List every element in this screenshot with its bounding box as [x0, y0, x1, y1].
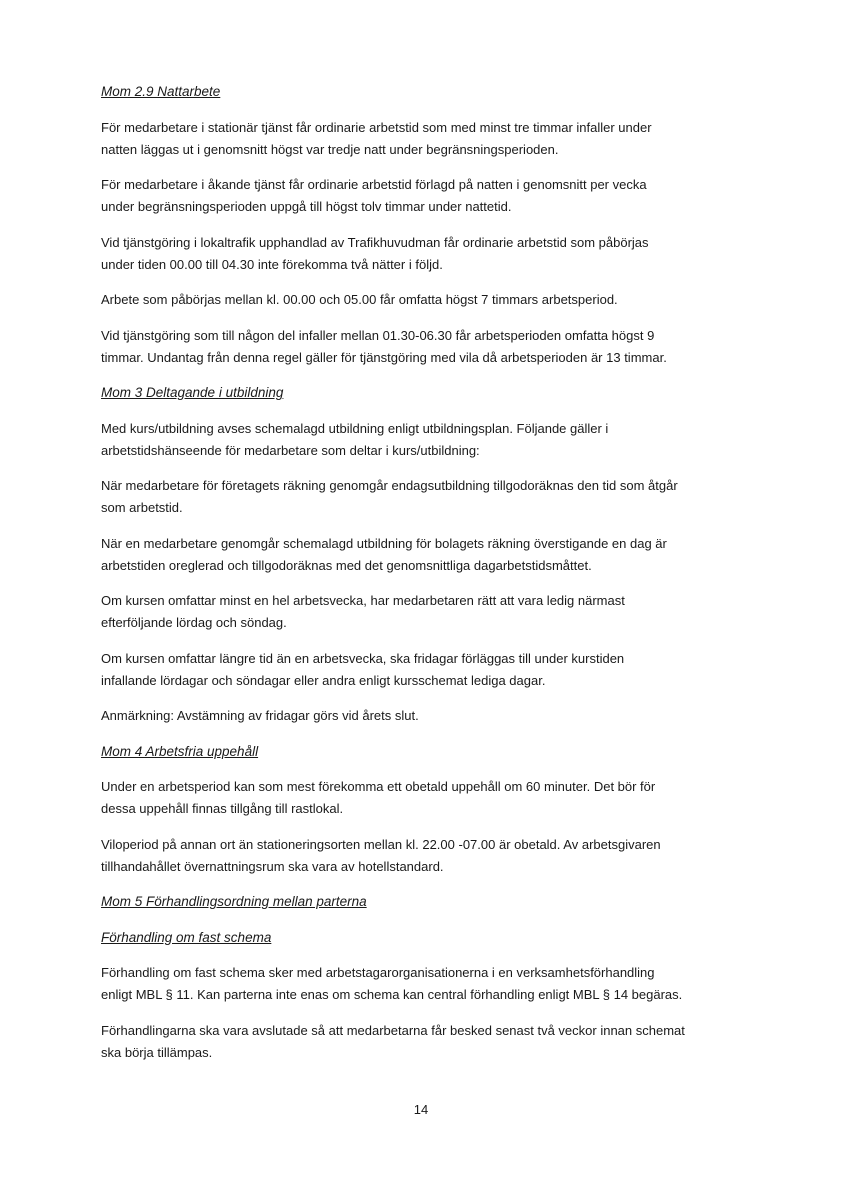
text-line: Under en arbetsperiod kan som mest förekomma ett obetald uppehåll om 60 minuter. Det bör för [101, 779, 656, 794]
text-line: Mom 3 Deltagande i utbildning [101, 385, 284, 400]
paragraph [101, 475, 761, 519]
text-line: timmar. Undantag från denna regel gäller för tjänstgöring med vila då arbetsperioden är 13 timmar. [101, 349, 667, 365]
text-line: Förhandlingarna ska vara avslutade så att medarbetarna får besked senast två veckor innan schemat [101, 1022, 685, 1038]
text-line: När en medarbetare genomgår schemalagd utbildning för bolagets räkning överstigande en dag är [101, 535, 667, 551]
paragraph [101, 705, 761, 727]
section-heading [101, 382, 761, 404]
text-line: dessa uppehåll finnas tillgång till rastlokal. [101, 801, 344, 816]
text-line: Förhandling om fast schema sker med arbetstagarorganisationerna i en verksamhetsförhandling [101, 965, 655, 980]
text-line: Förhandling om fast schema [101, 929, 272, 945]
text-line: efterföljande lördag och söndag. [101, 615, 287, 630]
paragraph [101, 289, 761, 311]
text-line: ska börja tillämpas. [101, 1044, 213, 1060]
text-line: När medarbetare för företagets räkning genomgår endagsutbildning tillgodoräknas den tid som åtgår [101, 478, 678, 493]
text-line: Arbete som påbörjas mellan kl. 00.00 och 05.00 får omfatta högst 7 timmars arbetsperiod. [101, 292, 618, 307]
paragraph [101, 776, 761, 820]
section-heading [101, 891, 761, 913]
text-line: arbetstidshänseende för medarbetare som deltar i kurs/utbildning: [101, 442, 480, 458]
text-line: arbetstiden oreglerad och tillgodoräknas med det genomsnittliga dagarbetstidsmåttet. [101, 557, 592, 573]
paragraph [101, 174, 761, 218]
paragraph [101, 1020, 761, 1064]
text-line: Med kurs/utbildning avses schemalagd utbildning enligt utbildningsplan. Följande gäller i [101, 420, 609, 436]
text-line: natten läggas ut i genomsnitt högst var tredje natt under begränsningsperioden. [101, 141, 559, 157]
paragraph [101, 418, 761, 462]
text-line: under tiden 00.00 till 04.30 inte förekomma två nätter i följd. [101, 256, 443, 272]
text-line: Mom 5 Förhandlingsordning mellan parterna [101, 894, 367, 909]
text-line: under begränsningsperioden uppgå till högst tolv timmar under nattetid. [101, 199, 512, 214]
section-heading [101, 81, 761, 103]
text-line: Anmärkning: Avstämning av fridagar görs vid årets slut. [101, 708, 419, 723]
text-line: Om kursen omfattar minst en hel arbetsvecka, har medarbetaren rätt att vara ledig närmast [101, 593, 625, 608]
page-number: 14 [413, 1102, 429, 1117]
section-heading [101, 741, 761, 763]
text-line: tillhandahållet övernattningsrum ska vara av hotellstandard. [101, 858, 444, 874]
paragraph [101, 590, 761, 634]
text-line: infallande lördagar och söndagar eller andra enligt kursschemat lediga dagar. [101, 672, 546, 688]
text-line: Mom 2.9 Nattarbete [101, 84, 221, 99]
text-line: Viloperiod på annan ort än stationeringsorten mellan kl. 22.00 -07.00 är obetald. Av arbetsgivaren [101, 836, 661, 852]
section-heading [101, 927, 761, 949]
paragraph [101, 325, 761, 369]
paragraph [101, 834, 761, 878]
text-line: För medarbetare i åkande tjänst får ordinarie arbetstid förlagd på natten i genomsnitt per vecka [101, 177, 647, 192]
text-line: enligt MBL § 11. Kan parterna inte enas om schema kan central förhandling enligt MBL § 14 begäras. [101, 987, 683, 1002]
paragraph [101, 648, 761, 692]
text-line: För medarbetare i stationär tjänst får ordinarie arbetstid som med minst tre timmar infaller under [101, 119, 652, 135]
paragraph [101, 533, 761, 577]
text-line: Om kursen omfattar längre tid än en arbetsvecka, ska fridagar förläggas till under kurstiden [101, 650, 625, 666]
text-line: som arbetstid. [101, 500, 183, 515]
paragraph [101, 232, 761, 276]
text-line: Vid tjänstgöring i lokaltrafik upphandlad av Trafikhuvudman får ordinarie arbetstid som påbörjas [101, 234, 649, 250]
paragraph [101, 962, 761, 1006]
document-body [101, 81, 761, 1077]
paragraph [101, 117, 761, 161]
text-line: Vid tjänstgöring som till någon del infaller mellan 01.30-06.30 får arbetsperioden omfatta högst 9 [101, 327, 655, 343]
text-line: Mom 4 Arbetsfria uppehåll [101, 743, 259, 759]
